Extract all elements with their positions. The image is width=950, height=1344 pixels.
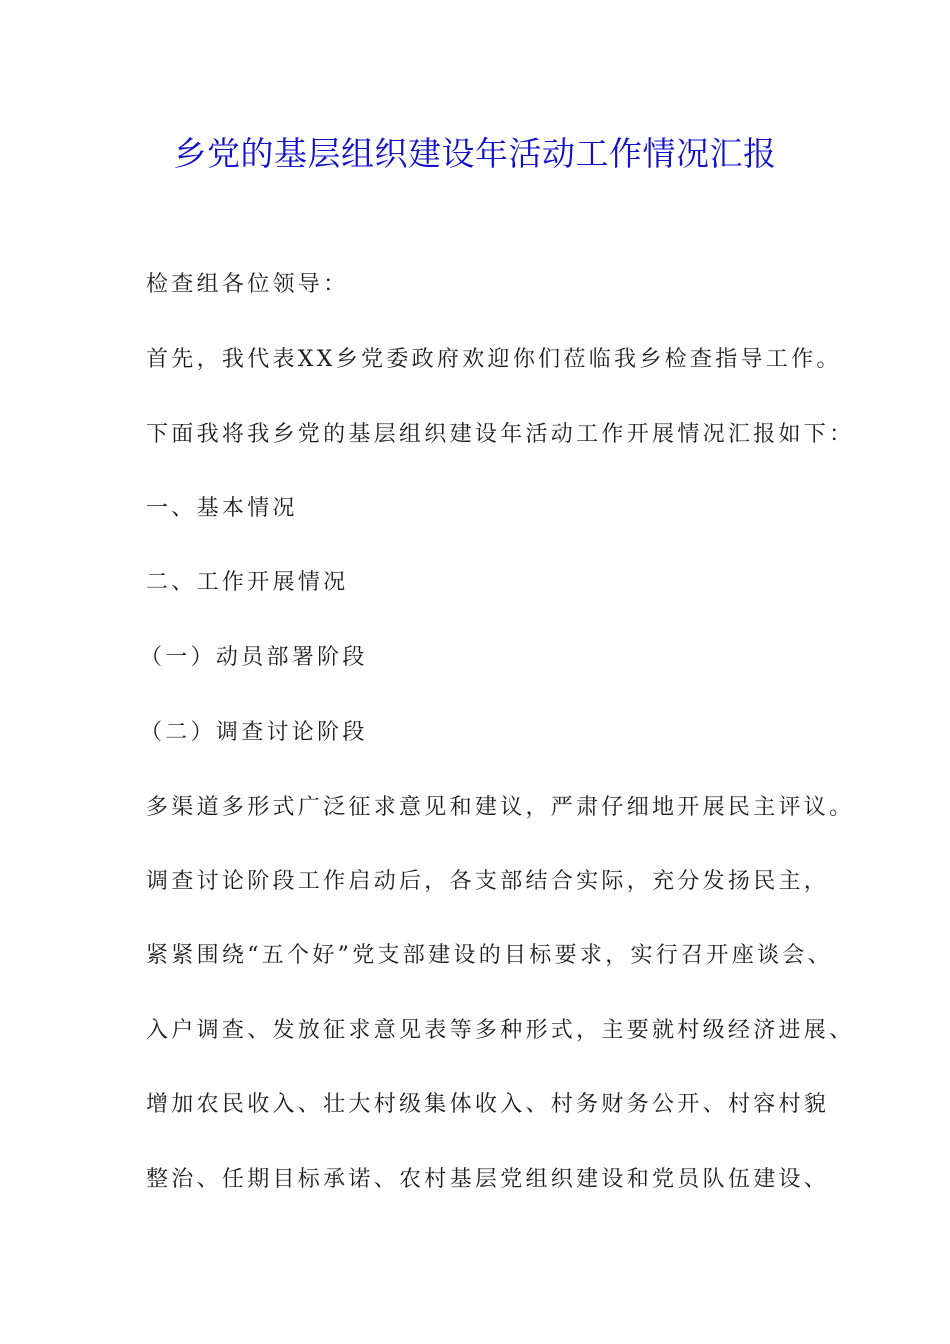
document-title: 乡党的基层组织建设年活动工作情况汇报 bbox=[173, 134, 777, 173]
salutation: 检查组各位领导： bbox=[146, 272, 349, 297]
subsection-heading: （二）调查讨论阶段 bbox=[140, 720, 368, 745]
section-heading: 二、工作开展情况 bbox=[146, 570, 349, 595]
paragraph-line: 增加农民收入、壮大村级集体收入、村务财务公开、村容村貌 bbox=[146, 1092, 830, 1117]
subsection-heading: （一）动员部署阶段 bbox=[140, 645, 368, 670]
section-heading: 一、基本情况 bbox=[146, 496, 298, 521]
paragraph-line: 首先，我代表XX乡党委政府欢迎你们莅临我乡检查指导工作。 bbox=[146, 347, 842, 372]
paragraph-line: 多渠道多形式广泛征求意见和建议，严肃仔细地开展民主评议。 bbox=[146, 795, 855, 820]
paragraph-line: 调查讨论阶段工作启动后，各支部结合实际，充分发扬民主， bbox=[146, 869, 830, 894]
paragraph-line: 下面我将我乡党的基层组织建设年活动工作开展情况汇报如下： bbox=[146, 422, 855, 447]
paragraph-line: 入户调查、发放征求意见表等多种形式，主要就村级经济进展、 bbox=[146, 1018, 855, 1043]
paragraph-line: 整治、任期目标承诺、农村基层党组织建设和党员队伍建设、 bbox=[146, 1167, 830, 1192]
paragraph-line: 紧紧围绕“五个好”党支部建设的目标要求，实行召开座谈会、 bbox=[146, 943, 833, 968]
